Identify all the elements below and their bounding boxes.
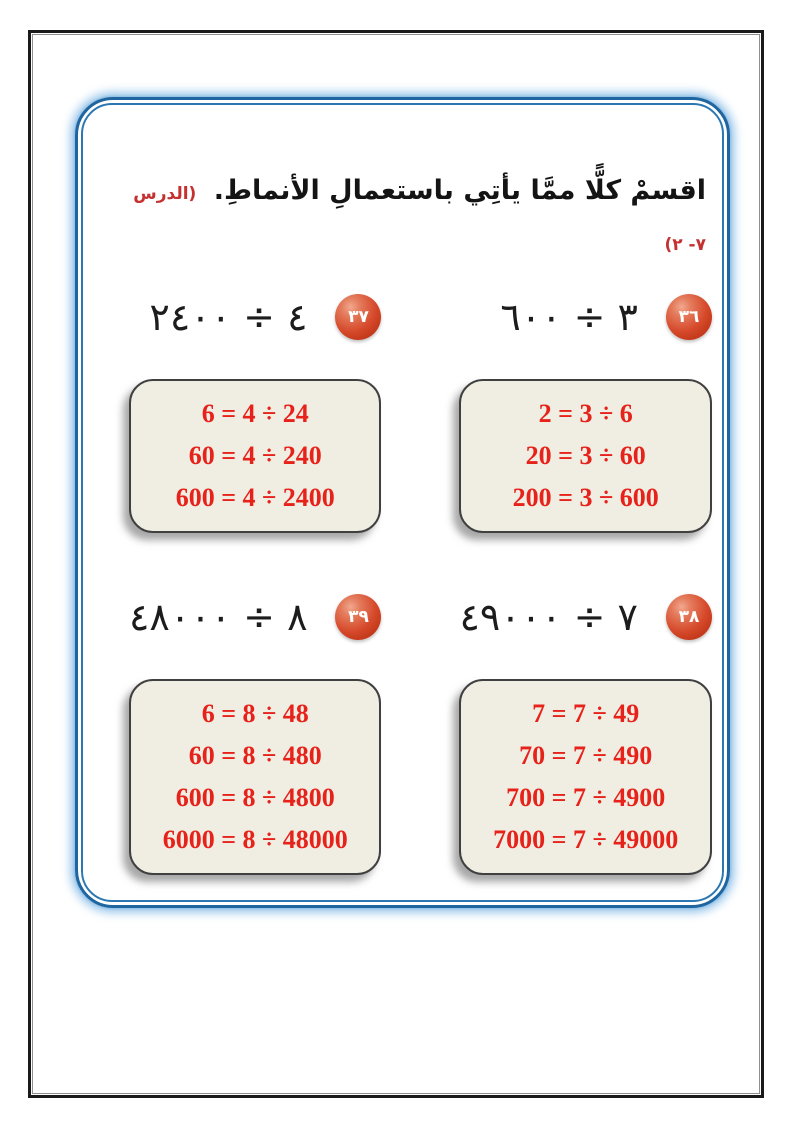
answer-line: 20 = 3 ÷ 60: [525, 441, 646, 470]
problem-number-badge: [666, 294, 712, 340]
answer-line: 7 = 7 ÷ 49: [532, 699, 640, 728]
problem-number-badge: [335, 294, 381, 340]
answer-line: 7000 = 7 ÷ 49000: [493, 825, 679, 854]
problem-number: ٣٨: [678, 607, 700, 627]
answer-box-36: [459, 379, 711, 533]
blue-frame-inner: [81, 103, 724, 902]
answer-box-39: [129, 679, 381, 875]
instruction-text: اقسمْ كلًّا ممَّا يأتِي باستعمالِ الأنماطِ.: [213, 175, 706, 206]
answer-line: 6 = 4 ÷ 24: [201, 399, 309, 428]
problem-number-badge: [666, 594, 712, 640]
problem-38: [459, 591, 711, 643]
answer-box-38: [459, 679, 711, 875]
problem-36: [459, 291, 711, 343]
problem-number: ٣٧: [348, 307, 369, 327]
division-expression: ٧ ÷ ٤٩٠٠٠: [459, 595, 638, 639]
answer-line: 60 = 8 ÷ 480: [188, 741, 322, 770]
instruction-title: [83, 167, 722, 269]
division-expression: ٤ ÷ ٢٤٠٠: [149, 295, 308, 339]
answer-line: 200 = 3 ÷ 600: [512, 483, 659, 512]
answer-line: 6 = 8 ÷ 48: [201, 699, 309, 728]
problem-number: ٣٩: [348, 607, 369, 627]
problem-37: [129, 291, 381, 343]
answer-line: 600 = 4 ÷ 2400: [175, 483, 335, 512]
problem-number: ٣٦: [678, 307, 700, 327]
blue-frame: [75, 97, 730, 908]
answer-line: 2 = 3 ÷ 6: [538, 399, 633, 428]
lesson-reference: (الدرس ٧- ٢): [133, 184, 706, 255]
answer-line: 6000 = 8 ÷ 48000: [162, 825, 348, 854]
problem-number-badge: [335, 594, 381, 640]
answer-line: 600 = 8 ÷ 4800: [175, 783, 335, 812]
problem-39: [129, 591, 381, 643]
answer-box-37: [129, 379, 381, 533]
division-expression: ٣ ÷ ٦٠٠: [500, 295, 638, 339]
problems-grid: [129, 285, 700, 927]
division-expression: ٨ ÷ ٤٨٠٠٠: [129, 595, 308, 639]
answer-line: 700 = 7 ÷ 4900: [506, 783, 666, 812]
answer-line: 60 = 4 ÷ 240: [188, 441, 322, 470]
answer-line: 70 = 7 ÷ 490: [519, 741, 653, 770]
